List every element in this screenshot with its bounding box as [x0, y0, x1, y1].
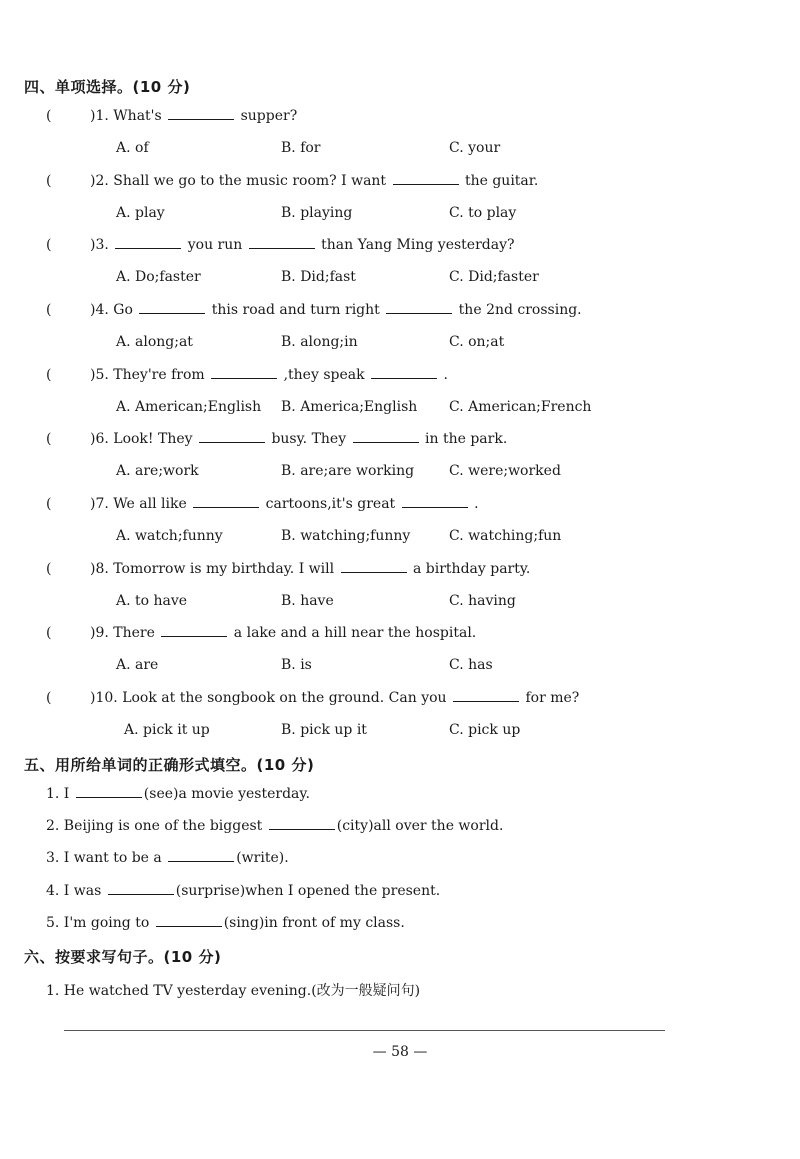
option-c: C. watching;fun [449, 528, 562, 544]
option-a: A. of [116, 140, 149, 156]
option-b: B. are;are working [281, 463, 415, 479]
question-6 [90, 431, 507, 447]
answer-blank[interactable] [199, 431, 265, 443]
question-text: We all like [113, 496, 192, 512]
answer-paren[interactable]: ( [46, 561, 52, 577]
option-b: B. America;English [281, 399, 418, 415]
option-b: B. playing [281, 205, 353, 221]
question-text: They're from [113, 367, 210, 383]
answer-blank[interactable] [371, 367, 437, 379]
option-c: C. to play [449, 205, 517, 221]
answer-paren[interactable]: ( [46, 496, 52, 512]
question-text: in the park. [420, 431, 508, 447]
section-4-title: 四、单项选择。(10 分) [24, 78, 191, 96]
fill-text: (sing)in front of my class. [223, 915, 405, 931]
question-number: )5. [90, 367, 114, 383]
question-4 [90, 302, 582, 318]
question-number: )8. [90, 561, 114, 577]
question-text: . [439, 367, 448, 383]
answer-blank[interactable] [193, 496, 259, 508]
answer-blank[interactable] [453, 690, 519, 702]
option-c: C. on;at [449, 334, 505, 350]
question-8 [90, 561, 530, 577]
question-text: There [113, 625, 160, 641]
question-text: the guitar. [460, 173, 539, 189]
option-a: A. are [116, 657, 159, 673]
question-9 [90, 625, 476, 641]
question-text: Look! They [113, 431, 197, 447]
question-10 [90, 690, 579, 706]
question-text: supper? [236, 108, 298, 124]
answer-paren[interactable]: ( [46, 173, 52, 189]
answer-blank[interactable] [76, 786, 142, 798]
answer-blank[interactable] [161, 625, 227, 637]
section-6-title: 六、按要求写句子。(10 分) [24, 948, 222, 966]
option-a: A. play [116, 205, 165, 221]
answer-paren[interactable]: ( [46, 367, 52, 383]
question-2 [90, 173, 538, 189]
answer-paren[interactable]: ( [46, 431, 52, 447]
question-text: busy. They [267, 431, 351, 447]
question-number: )6. [90, 431, 114, 447]
question-text: ,they speak [279, 367, 370, 383]
page-number: — 58 — [372, 1044, 428, 1060]
option-b: B. watching;funny [281, 528, 411, 544]
question-text: the 2nd crossing. [454, 302, 582, 318]
question-number: )2. [90, 173, 114, 189]
question-text: Tomorrow is my birthday. I will [113, 561, 339, 577]
answer-blank[interactable] [341, 561, 407, 573]
question-text: What's [113, 108, 167, 124]
option-c: C. your [449, 140, 501, 156]
fill-item-4 [46, 883, 440, 899]
question-number: )3. [90, 237, 114, 253]
answer-blank[interactable] [168, 108, 234, 120]
option-a: A. along;at [116, 334, 193, 350]
fill-item-5 [46, 915, 405, 931]
option-a: A. pick it up [124, 722, 210, 738]
answer-blank[interactable] [211, 367, 277, 379]
option-b: B. Did;fast [281, 269, 356, 285]
footer-divider [64, 1030, 665, 1031]
answer-blank[interactable] [269, 818, 335, 830]
answer-paren[interactable]: ( [46, 302, 52, 318]
option-a: A. are;work [116, 463, 199, 479]
option-b: B. pick up it [281, 722, 367, 738]
question-5 [90, 367, 448, 383]
fill-text: (surprise)when I opened the present. [175, 883, 441, 899]
option-a: A. American;English [116, 399, 262, 415]
question-text: than Yang Ming yesterday? [316, 237, 515, 253]
section-6-item-1: 1. He watched TV yesterday evening.(改为一般疑问句) [46, 983, 421, 999]
question-text: Shall we go to the music room? I want [113, 173, 391, 189]
question-7 [90, 496, 479, 512]
answer-blank[interactable] [108, 883, 174, 895]
fill-text: (city)all over the world. [336, 818, 504, 834]
answer-blank[interactable] [402, 496, 468, 508]
question-number: )1. [90, 108, 114, 124]
option-c: C. having [449, 593, 516, 609]
question-1 [90, 108, 297, 124]
option-a: A. watch;funny [116, 528, 223, 544]
answer-blank[interactable] [386, 302, 452, 314]
fill-text: 4. I was [46, 883, 106, 899]
answer-blank[interactable] [168, 850, 234, 862]
answer-paren[interactable]: ( [46, 237, 52, 253]
fill-item-1 [46, 786, 310, 802]
question-3 [90, 237, 515, 253]
fill-text: 1. I [46, 786, 74, 802]
option-c: C. Did;faster [449, 269, 539, 285]
question-number: )4. [90, 302, 114, 318]
option-c: C. has [449, 657, 493, 673]
question-text: you run [183, 237, 247, 253]
option-c: C. were;worked [449, 463, 561, 479]
option-b: B. for [281, 140, 321, 156]
question-number: )7. [90, 496, 114, 512]
answer-blank[interactable] [393, 173, 459, 185]
option-c: C. pick up [449, 722, 521, 738]
question-text: Look at the songbook on the ground. Can you [122, 690, 452, 706]
answer-paren[interactable]: ( [46, 625, 52, 641]
answer-blank[interactable] [353, 431, 419, 443]
answer-blank[interactable] [249, 237, 315, 249]
option-b: B. along;in [281, 334, 358, 350]
fill-text: 3. I want to be a [46, 850, 167, 866]
fill-item-3 [46, 850, 289, 866]
answer-blank[interactable] [156, 915, 222, 927]
fill-text: (write). [236, 850, 289, 866]
question-text: a birthday party. [408, 561, 531, 577]
answer-blank[interactable] [139, 302, 205, 314]
option-a: A. Do;faster [116, 269, 201, 285]
answer-paren[interactable]: ( [46, 108, 52, 124]
fill-text: 2. Beijing is one of the biggest [46, 818, 267, 834]
option-b: B. is [281, 657, 312, 673]
question-text: Go [113, 302, 138, 318]
question-text: for me? [521, 690, 580, 706]
question-text: this road and turn right [207, 302, 385, 318]
section-5-title: 五、用所给单词的正确形式填空。(10 分) [24, 756, 315, 774]
answer-blank[interactable] [115, 237, 181, 249]
option-a: A. to have [116, 593, 188, 609]
option-b: B. have [281, 593, 334, 609]
question-number: )9. [90, 625, 114, 641]
question-text: cartoons,it's great [261, 496, 400, 512]
question-number: )10. [90, 690, 123, 706]
fill-item-2 [46, 818, 503, 834]
question-text: . [469, 496, 479, 512]
fill-text: 5. I'm going to [46, 915, 154, 931]
fill-text: (see)a movie yesterday. [143, 786, 310, 802]
answer-paren[interactable]: ( [46, 690, 52, 706]
option-c: C. American;French [449, 399, 592, 415]
question-text: a lake and a hill near the hospital. [229, 625, 477, 641]
